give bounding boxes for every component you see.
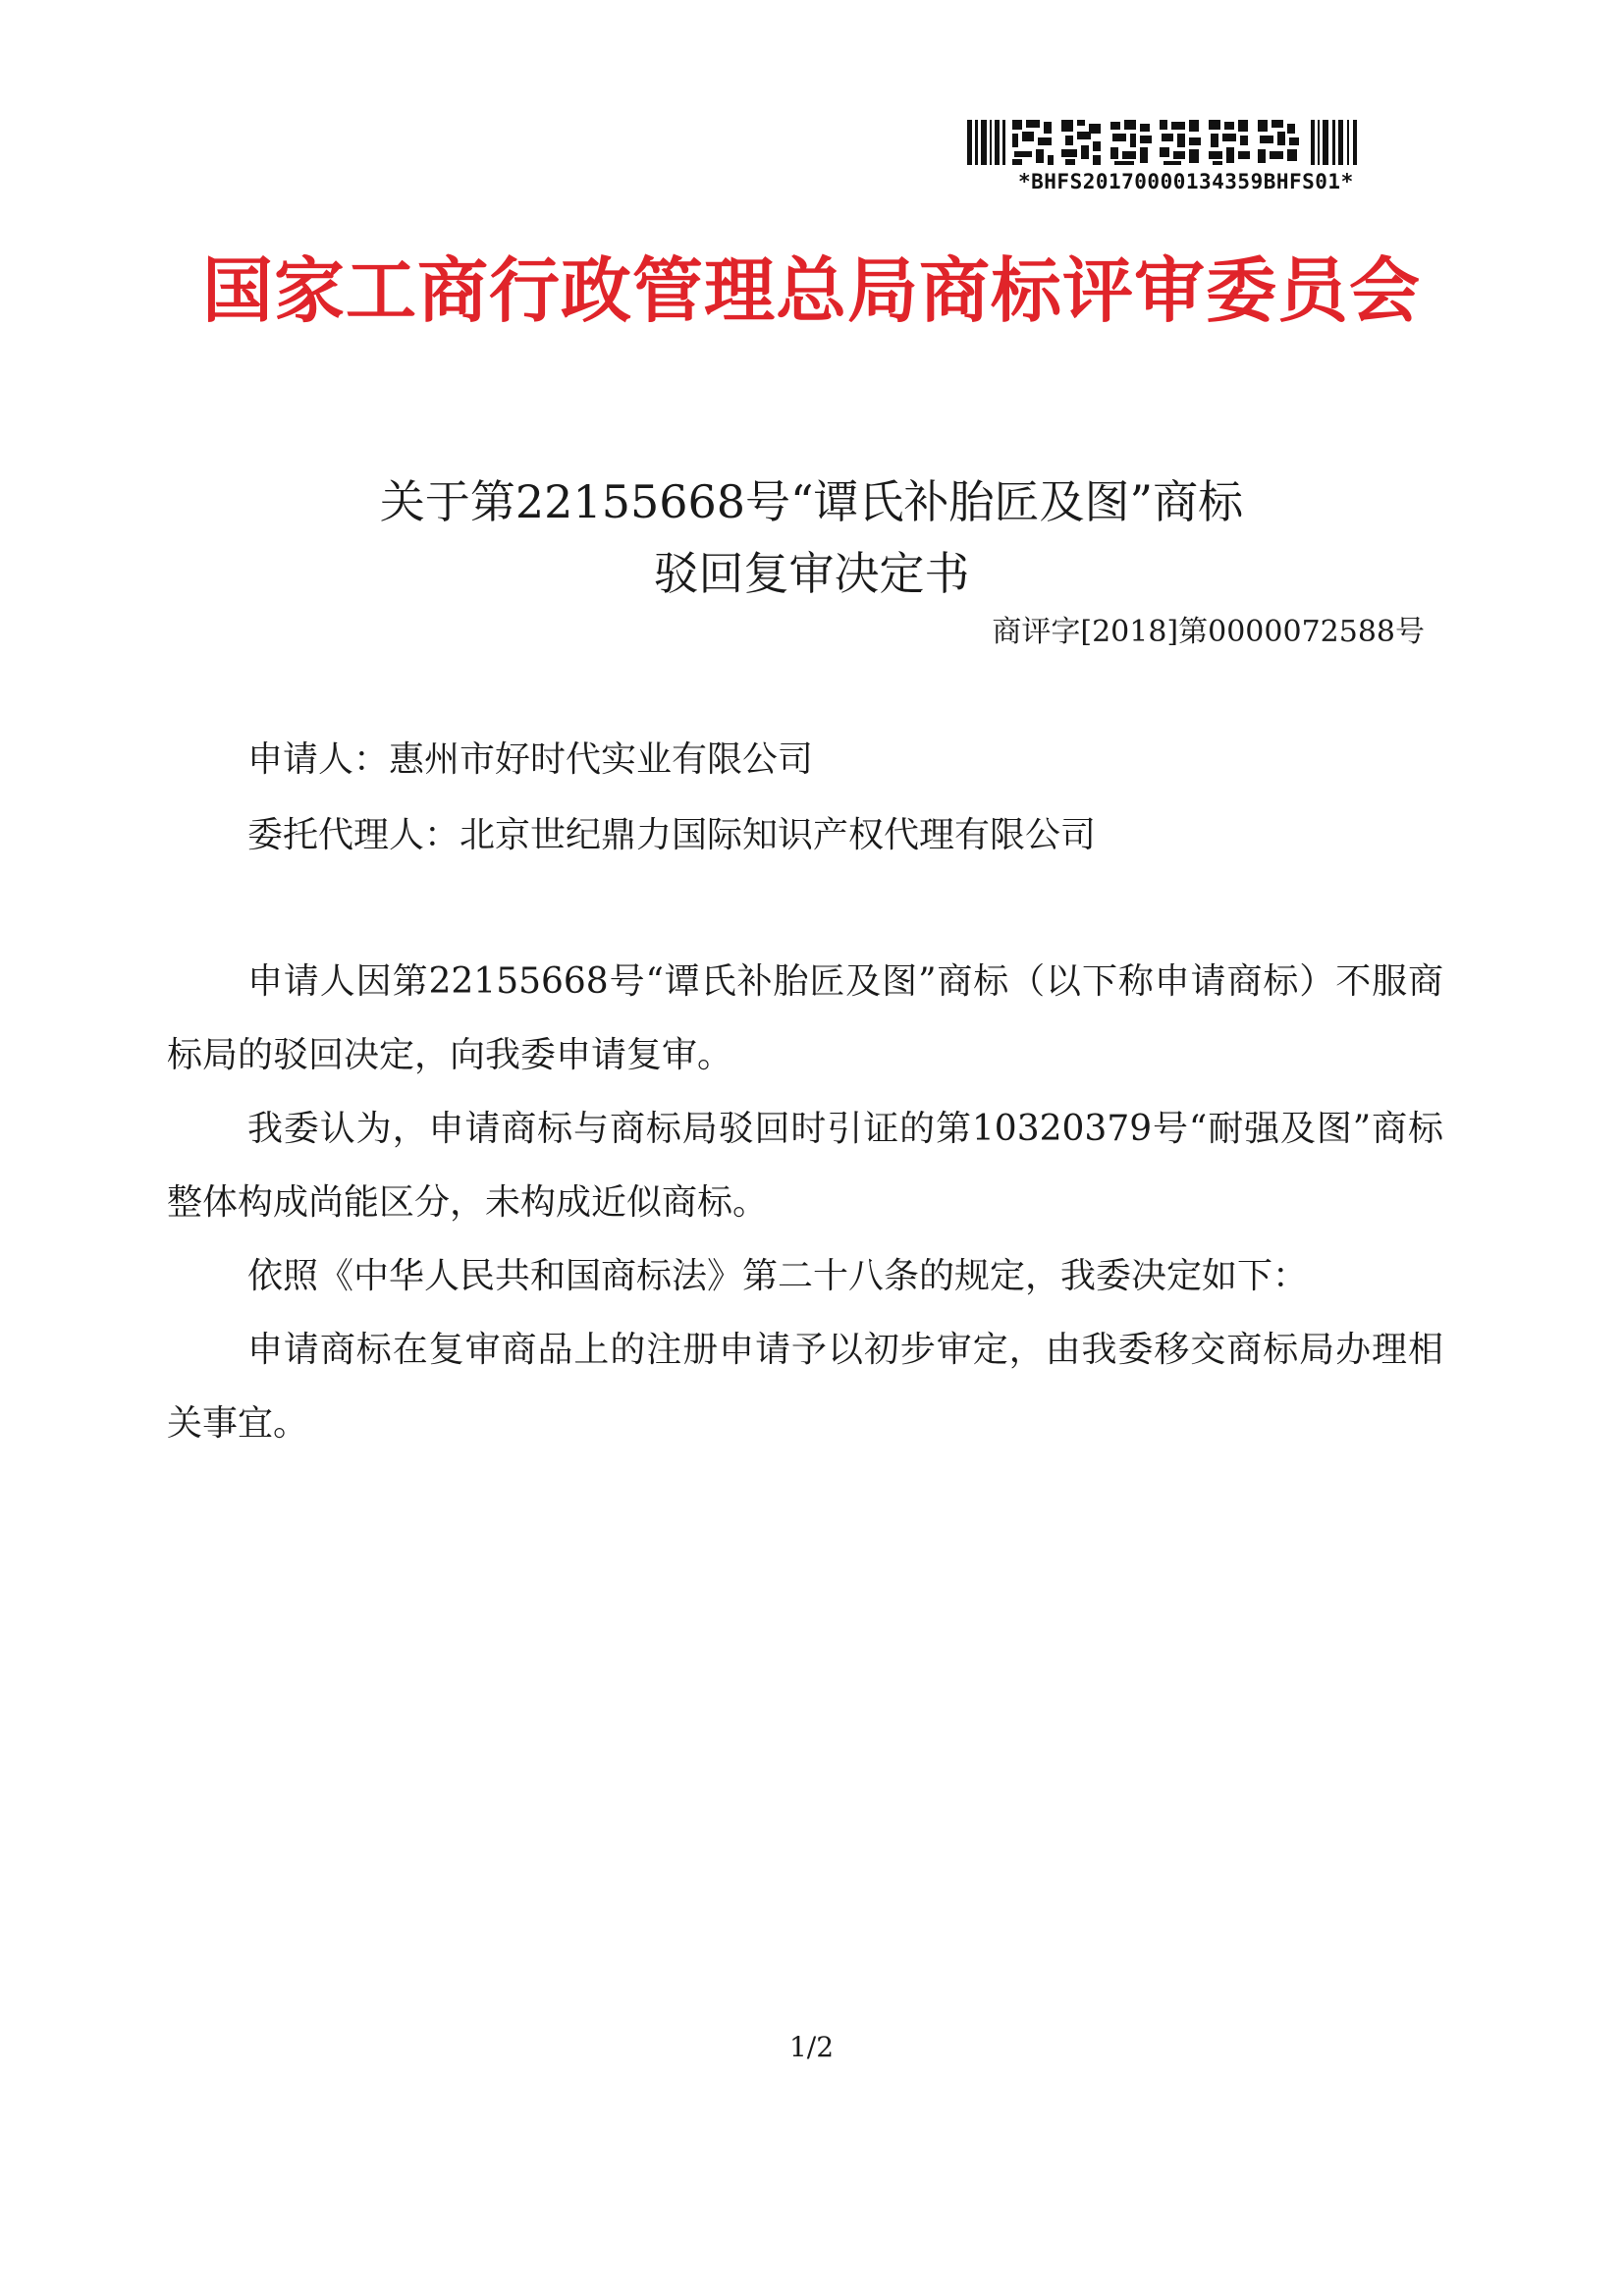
barcode-code-text: *BHFS20170000134359BHFS01*	[1018, 170, 1354, 193]
body-paragraph-request: 申请人因第22155668号“谭氏补胎匠及图”商标（以下称申请商标）不服商标局的驳回决定，向我委申请复审。	[167, 961, 1443, 1075]
document-reference-number: 商评字[2018]第0000072588号	[992, 615, 1425, 649]
applicant-line: 申请人：惠州市好时代实业有限公司	[247, 739, 814, 780]
body-paragraph-opinion: 我委认为，申请商标与商标局驳回时引证的第10320379号“耐强及图”商标整体构成尚能区分，未构成近似商标。	[167, 1109, 1443, 1223]
document-barcode	[967, 116, 1380, 204]
agent-line: 委托代理人：北京世纪鼎力国际知识产权代理有限公司	[247, 815, 1097, 855]
organization-heading: 国家工商行政管理总局商标评审委员会	[201, 249, 1421, 332]
body-paragraph-decision: 申请商标在复审商品上的注册申请予以初步审定，由我委移交商标局办理相关事宜。	[167, 1330, 1443, 1444]
body-paragraph-legal-basis: 依照《中华人民共和国商标法》第二十八条的规定，我委决定如下：	[247, 1256, 1309, 1296]
page-number: 1/2	[788, 2031, 835, 2063]
document-title-line2: 驳回复审决定书	[653, 547, 970, 600]
barcode-image	[967, 116, 1380, 169]
document-title-line1: 关于第22155668号“谭氏补胎匠及图”商标	[379, 475, 1244, 528]
